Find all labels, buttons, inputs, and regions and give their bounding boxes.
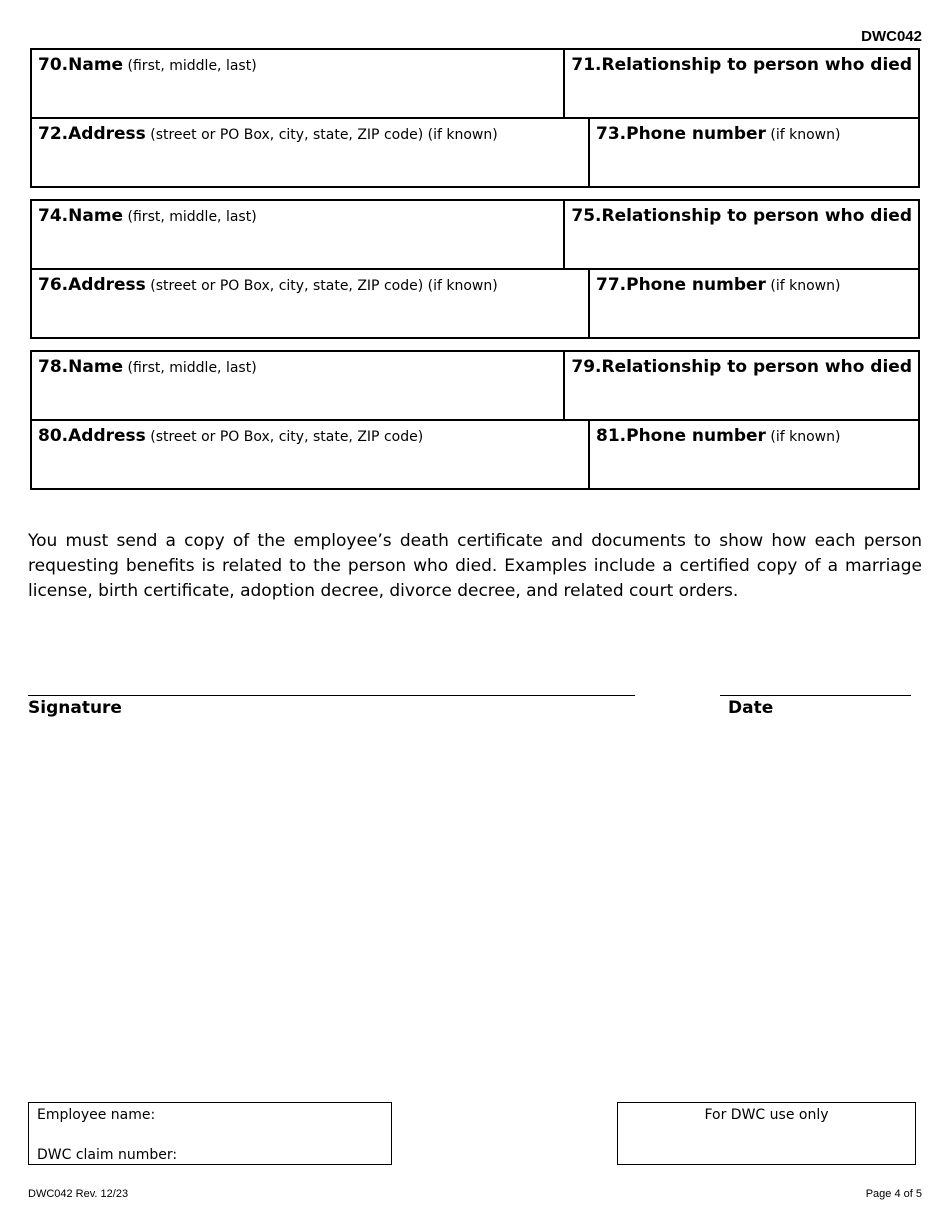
address-row: [32, 117, 918, 186]
field-number: 79.: [571, 357, 602, 377]
field-label: Relationship to person who died: [601, 206, 912, 226]
date-label: Date: [728, 698, 774, 718]
claim-number-label: DWC claim number:: [37, 1147, 178, 1163]
address-field[interactable]: [32, 119, 590, 186]
field-number: 80.: [38, 426, 69, 446]
field-label: Relationship to person who died: [601, 55, 912, 75]
field-label: Address: [68, 275, 146, 295]
instructions-paragraph: You must send a copy of the employee’s death certificate and documents to show how each person requesting benefits is related to the person who died. Examples include a certified copy of a marriage license, birth certificate, adoption decree, divorce decree, and related court orders.: [28, 531, 922, 601]
dwc-use-label: For DWC use only: [704, 1107, 829, 1123]
field-label: Address: [68, 426, 146, 446]
address-row: [32, 419, 918, 488]
field-label: Name: [68, 55, 124, 75]
name-field[interactable]: [32, 50, 565, 117]
field-number: 78.: [38, 357, 69, 377]
page-number: Page 4 of 5: [865, 1188, 922, 1200]
field-number: 71.: [571, 55, 602, 75]
field-number: 75.: [571, 206, 602, 226]
name-row: [32, 352, 918, 419]
field-hint: (street or PO Box, city, state, ZIP code) (if known): [150, 127, 498, 143]
phone-field[interactable]: [590, 270, 918, 337]
field-label: Phone number: [626, 275, 766, 295]
field-hint: (if known): [770, 278, 841, 294]
name-row: [32, 201, 918, 268]
address-row: [32, 268, 918, 337]
phone-field[interactable]: [590, 119, 918, 186]
person-block-2: [30, 199, 920, 339]
name-row: [32, 50, 918, 117]
field-hint: (street or PO Box, city, state, ZIP code) (if known): [150, 278, 498, 294]
field-label: Name: [68, 206, 124, 226]
field-hint: (if known): [770, 127, 841, 143]
field-label: Phone number: [626, 426, 766, 446]
form-code: DWC042: [861, 28, 922, 45]
phone-field[interactable]: [590, 421, 918, 488]
field-hint: (first, middle, last): [127, 209, 257, 225]
signature-line[interactable]: [28, 695, 635, 696]
field-label: Relationship to person who died: [601, 357, 912, 377]
person-block-1: [30, 48, 920, 188]
field-label: Phone number: [626, 124, 766, 144]
address-field[interactable]: [32, 421, 590, 488]
employee-info-box: [28, 1102, 392, 1165]
person-block-3: [30, 350, 920, 490]
name-field[interactable]: [32, 352, 565, 419]
signature-label: Signature: [28, 698, 122, 718]
field-number: 77.: [596, 275, 627, 295]
field-number: 74.: [38, 206, 69, 226]
relationship-field[interactable]: [565, 352, 918, 419]
address-field[interactable]: [32, 270, 590, 337]
employee-name-label: Employee name:: [37, 1107, 156, 1123]
field-number: 73.: [596, 124, 627, 144]
field-number: 70.: [38, 55, 69, 75]
dwc-use-box: [617, 1102, 916, 1165]
field-hint: (if known): [770, 429, 841, 445]
field-hint: (first, middle, last): [127, 360, 257, 376]
relationship-field[interactable]: [565, 50, 918, 117]
field-number: 81.: [596, 426, 627, 446]
name-field[interactable]: [32, 201, 565, 268]
field-number: 76.: [38, 275, 69, 295]
date-line[interactable]: [720, 695, 911, 696]
field-number: 72.: [38, 124, 69, 144]
revision-footer: DWC042 Rev. 12/23: [28, 1188, 129, 1200]
field-hint: (street or PO Box, city, state, ZIP code): [150, 429, 424, 445]
field-label: Name: [68, 357, 124, 377]
field-label: Address: [68, 124, 146, 144]
relationship-field[interactable]: [565, 201, 918, 268]
field-hint: (first, middle, last): [127, 58, 257, 74]
